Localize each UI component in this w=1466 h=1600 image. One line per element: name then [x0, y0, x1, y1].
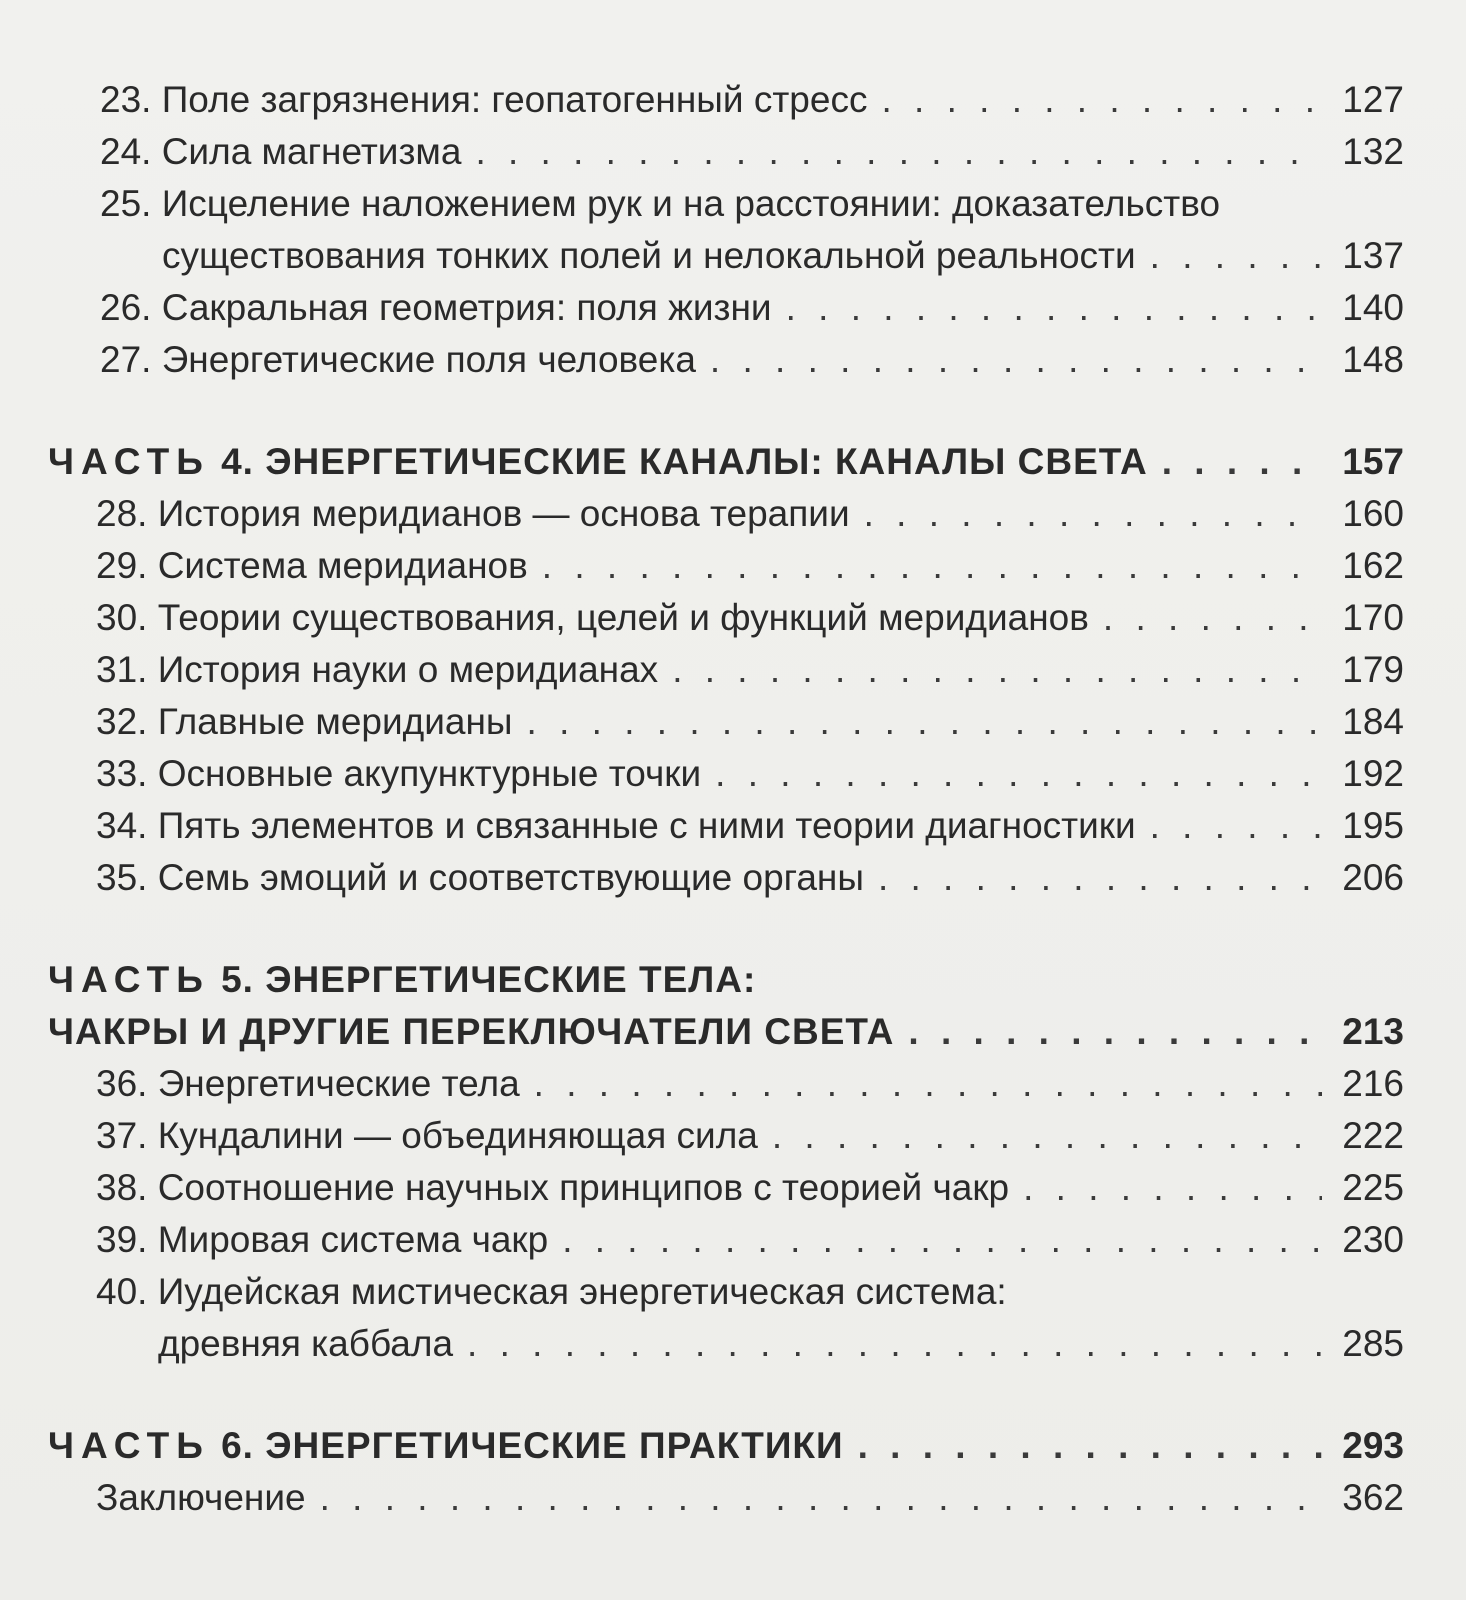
toc-entry-title: 37. Кундалини — объединяющая сила [96, 1115, 758, 1156]
dot-leader [1150, 234, 1322, 278]
toc-entry-30 [0, 588, 1466, 640]
toc-entry-39 [0, 1210, 1466, 1262]
toc-entry-page: 225 [1342, 1167, 1404, 1208]
toc-entry-27 [0, 330, 1466, 382]
toc-entry-title: 32. Главные меридианы [96, 701, 513, 742]
dot-leader [786, 286, 1322, 330]
dot-leader [1162, 440, 1322, 484]
dot-leader [864, 492, 1322, 536]
toc-entry-page: 230 [1342, 1219, 1404, 1260]
toc-entry-40-line1 [0, 1262, 1466, 1314]
part-heading: 5. ЭНЕРГЕТИЧЕСКИЕ ТЕЛА: [209, 959, 757, 1000]
part-heading: 4. ЭНЕРГЕТИЧЕСКИЕ КАНАЛЫ: КАНАЛЫ СВЕТА [209, 441, 1148, 482]
toc-entry-title: 29. Система меридианов [96, 545, 528, 586]
toc-entry-page: 293 [1342, 1425, 1404, 1466]
toc-entry-page: 179 [1342, 649, 1404, 690]
toc-entry-page: 140 [1342, 287, 1404, 328]
dot-leader [715, 752, 1322, 796]
toc-entry-25-line1 [0, 174, 1466, 226]
toc-entry-title: 26. Сакральная геометрия: поля жизни [100, 287, 772, 328]
dot-leader [562, 1218, 1322, 1262]
part-title [48, 958, 756, 1002]
toc-entry-title: Заключение [96, 1477, 306, 1518]
toc-entry-page: 213 [1342, 1011, 1404, 1052]
toc-entry-page: 192 [1342, 753, 1404, 794]
toc-entry-page: 216 [1342, 1063, 1404, 1104]
toc-entry-page: 222 [1342, 1115, 1404, 1156]
toc-entry-38 [0, 1158, 1466, 1210]
toc-entry-title: 24. Сила магнетизма [100, 131, 462, 172]
toc-entry-26 [0, 278, 1466, 330]
toc-entry-title: древняя каббала [158, 1323, 454, 1364]
toc-entry-page: 195 [1342, 805, 1404, 846]
toc-entry-page: 184 [1342, 701, 1404, 742]
dot-leader [542, 544, 1322, 588]
toc-entry-36 [0, 1054, 1466, 1106]
toc-entry-page: 162 [1342, 545, 1404, 586]
toc-entry-page: 362 [1342, 1477, 1404, 1518]
part-title [48, 1424, 844, 1468]
toc-part-5-line1 [0, 950, 1466, 1002]
dot-leader [534, 1062, 1322, 1106]
part-subtitle: ЧАКРЫ И ДРУГИЕ ПЕРЕКЛЮЧАТЕЛИ СВЕТА [48, 1011, 895, 1052]
dot-leader [772, 1114, 1322, 1158]
dot-leader [320, 1476, 1322, 1520]
dot-leader [1150, 804, 1322, 848]
toc-entry-title: 23. Поле загрязнения: геопатогенный стресс [100, 79, 868, 120]
toc-entry-23 [0, 70, 1466, 122]
toc-entry-page: 160 [1342, 493, 1404, 534]
dot-leader [1023, 1166, 1322, 1210]
dot-leader [475, 130, 1322, 174]
toc-entry-title: 38. Соотношение научных принципов с теорией чакр [96, 1167, 1010, 1208]
table-of-contents [0, 70, 1466, 1520]
part-prefix: ЧАСТЬ [48, 441, 210, 482]
toc-entry-page: 137 [1342, 235, 1404, 276]
toc-part-4 [0, 432, 1466, 484]
part-prefix: ЧАСТЬ [48, 1425, 210, 1466]
part-title [48, 440, 1148, 484]
toc-entry-title: 28. История меридианов — основа терапии [96, 493, 850, 534]
toc-entry-33 [0, 744, 1466, 796]
toc-entry-conclusion [0, 1468, 1466, 1520]
toc-entry-page: 127 [1342, 79, 1404, 120]
dot-leader [881, 78, 1322, 122]
toc-part-6 [0, 1416, 1466, 1468]
dot-leader [467, 1322, 1322, 1366]
toc-entry-title: 31. История науки о меридианах [96, 649, 659, 690]
toc-entry-title: 25. Исцеление наложением рук и на расстоянии: доказательство [100, 183, 1221, 224]
toc-entry-page: 170 [1342, 597, 1404, 638]
dot-leader [858, 1424, 1322, 1468]
toc-entry-37 [0, 1106, 1466, 1158]
toc-entry-title: 40. Иудейская мистическая энергетическая система: [96, 1271, 1007, 1312]
toc-part-5-line2 [0, 1002, 1466, 1054]
dot-leader [527, 700, 1322, 744]
toc-entry-page: 285 [1342, 1323, 1404, 1364]
toc-entry-28 [0, 484, 1466, 536]
dot-leader [878, 856, 1322, 900]
toc-entry-40-line2 [0, 1314, 1466, 1366]
toc-entry-page: 206 [1342, 857, 1404, 898]
toc-entry-title: 27. Энергетические поля человека [100, 339, 696, 380]
toc-entry-title: 33. Основные акупунктурные точки [96, 753, 702, 794]
toc-entry-page: 132 [1342, 131, 1404, 172]
toc-entry-title: существования тонких полей и нелокальной реальности [162, 235, 1136, 276]
toc-entry-29 [0, 536, 1466, 588]
dot-leader [908, 1010, 1322, 1054]
toc-entry-32 [0, 692, 1466, 744]
toc-entry-page: 148 [1342, 339, 1404, 380]
toc-entry-25-line2 [0, 226, 1466, 278]
toc-entry-35 [0, 848, 1466, 900]
toc-entry-34 [0, 796, 1466, 848]
toc-entry-title: 36. Энергетические тела [96, 1063, 520, 1104]
toc-entry-title: 34. Пять элементов и связанные с ними теории диагностики [96, 805, 1136, 846]
toc-entry-31 [0, 640, 1466, 692]
toc-entry-page: 157 [1342, 441, 1404, 482]
toc-entry-title: 35. Семь эмоций и соответствующие органы [96, 857, 864, 898]
dot-leader [672, 648, 1322, 692]
dot-leader [1103, 596, 1322, 640]
part-heading: 6. ЭНЕРГЕТИЧЕСКИЕ ПРАКТИКИ [209, 1425, 844, 1466]
dot-leader [710, 338, 1322, 382]
toc-entry-24 [0, 122, 1466, 174]
part-prefix: ЧАСТЬ [48, 959, 210, 1000]
toc-entry-title: 39. Мировая система чакр [96, 1219, 549, 1260]
toc-entry-title: 30. Теории существования, целей и функций меридианов [96, 597, 1089, 638]
